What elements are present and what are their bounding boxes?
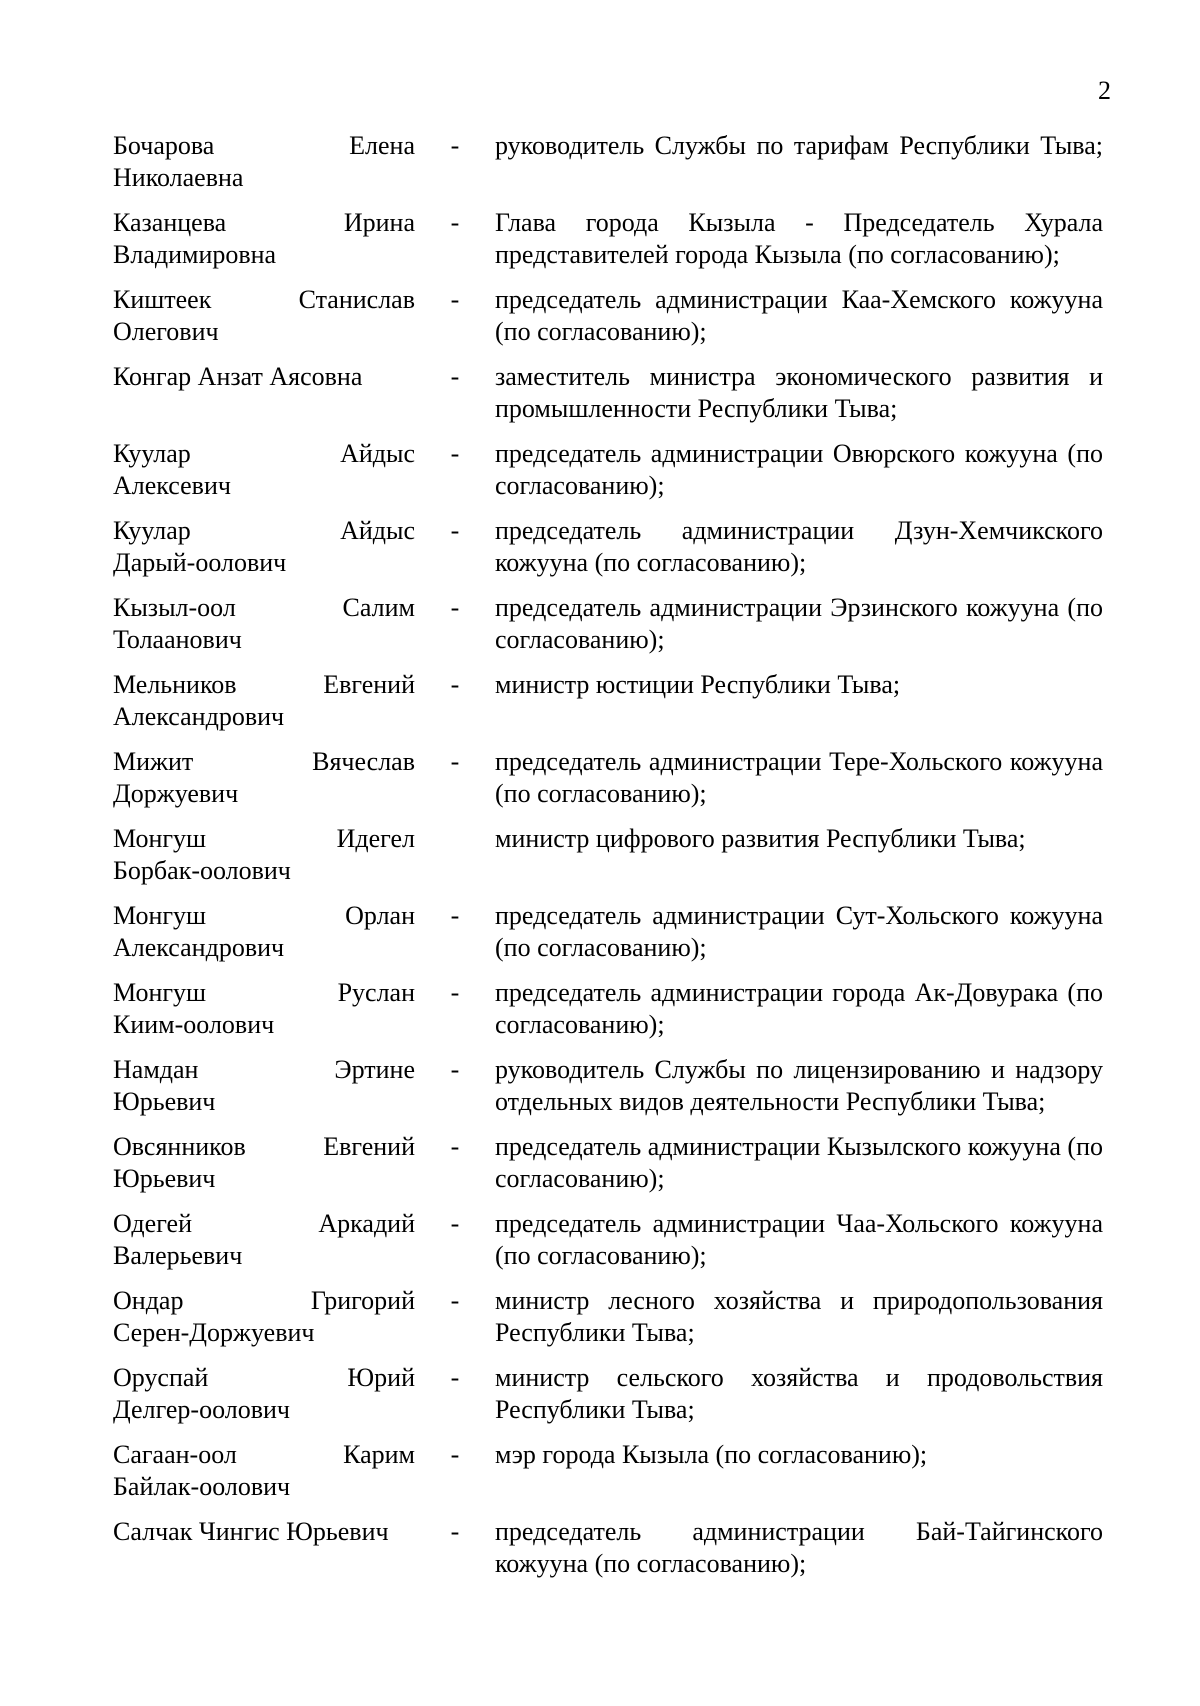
separator-dash: - [450, 131, 460, 160]
member-name-line2: Юрьевич [113, 1086, 216, 1116]
member-name [113, 361, 415, 393]
member-role: председатель администрации Чаа-Хольского кожууна (по согласованию); [495, 1209, 1103, 1270]
member-role: Глава города Кызыла - Председатель Хурала представителей города Кызыла (по согласованию); [495, 208, 1103, 269]
member-role: министр цифрового развития Республики Тыва; [495, 824, 1026, 853]
member-name-line1: Мижит Вячеслав [113, 747, 415, 776]
member-role: председатель администрации Бай-Тайгинского кожууна (по согласованию); [495, 1517, 1103, 1578]
list-item [113, 823, 1113, 886]
member-role: председатель администрации Дзун-Хемчикского кожууна (по согласованию); [495, 516, 1103, 577]
member-role: председатель администрации Каа-Хемского кожууна (по согласованию); [495, 285, 1103, 346]
member-name-line2: Александрович [113, 701, 285, 731]
list-item [113, 1362, 1113, 1425]
member-name [113, 669, 415, 732]
member-name-line2: Байлак-оолович [113, 1471, 291, 1501]
list-item [113, 1131, 1113, 1194]
list-item [113, 1516, 1113, 1579]
separator-dash: - [450, 1517, 460, 1546]
member-name [113, 1285, 415, 1348]
member-role: министр лесного хозяйства и природопользования Республики Тыва; [495, 1286, 1103, 1347]
member-name-line1: Кызыл-оол Салим [113, 593, 415, 622]
member-list [113, 130, 1113, 1579]
member-name-line1: Намдан Эртине [113, 1055, 415, 1084]
separator-dash: - [450, 439, 460, 468]
separator-dash: - [450, 747, 460, 776]
list-item [113, 515, 1113, 578]
member-role: руководитель Службы по тарифам Республики Тыва; [495, 131, 1103, 160]
page-number: 2 [1098, 76, 1111, 105]
list-item [113, 438, 1113, 501]
member-role: мэр города Кызыла (по согласованию); [495, 1440, 928, 1469]
separator-dash: - [450, 1132, 460, 1161]
member-name [113, 515, 415, 578]
list-item [113, 284, 1113, 347]
member-name-line2: Киим-оолович [113, 1009, 275, 1039]
list-item [113, 130, 1113, 193]
member-role: министр юстиции Республики Тыва; [495, 670, 901, 699]
member-name-line2: Доржуевич [113, 778, 239, 808]
member-name [113, 1054, 415, 1117]
member-name [113, 1131, 415, 1194]
member-name-line2: Алексевич [113, 470, 231, 500]
member-name-line2: Серен-Доржуевич [113, 1317, 315, 1347]
member-name-line1: Куулар Айдыс [113, 439, 415, 468]
member-name-line1: Киштеек Станислав [113, 285, 415, 314]
list-item [113, 746, 1113, 809]
member-role: председатель администрации Овюрского кожууна (по согласованию); [495, 439, 1103, 500]
member-role: председатель администрации города Ак-Довурака (по согласованию); [495, 978, 1103, 1039]
member-name [113, 592, 415, 655]
member-name-line2: Делгер-оолович [113, 1394, 290, 1424]
separator-dash: - [450, 901, 460, 930]
list-item [113, 207, 1113, 270]
member-name [113, 1439, 415, 1502]
separator-dash: - [450, 1055, 460, 1084]
member-name-line1: Одегей Аркадий [113, 1209, 415, 1238]
member-name [113, 1362, 415, 1425]
member-role: министр сельского хозяйства и продовольствия Республики Тыва; [495, 1363, 1103, 1424]
member-name [113, 284, 415, 347]
member-name-line2: Дарый-оолович [113, 547, 287, 577]
separator-dash: - [450, 1440, 460, 1469]
separator-dash: - [450, 208, 460, 237]
member-name-line2: Толаанович [113, 624, 242, 654]
list-item [113, 1285, 1113, 1348]
list-item [113, 361, 1113, 424]
member-role: руководитель Службы по лицензированию и надзору отдельных видов деятельности Республики Тыва; [495, 1055, 1103, 1116]
member-name-line1: Мельников Евгений [113, 670, 415, 699]
list-item [113, 977, 1113, 1040]
separator-dash: - [450, 516, 460, 545]
list-item [113, 900, 1113, 963]
member-name-line2: Борбак-оолович [113, 855, 291, 885]
member-name-line1: Ондар Григорий [113, 1286, 415, 1315]
member-role: председатель администрации Сут-Хольского кожууна (по согласованию); [495, 901, 1103, 962]
member-name-line2: Олегович [113, 316, 219, 346]
member-name-line1: Сагаан-оол Карим [113, 1440, 415, 1469]
list-item [113, 592, 1113, 655]
member-name-line1: Куулар Айдыс [113, 516, 415, 545]
separator-dash: - [450, 593, 460, 622]
member-name-line2: Александрович [113, 932, 285, 962]
separator-dash: - [450, 285, 460, 314]
member-name [113, 207, 415, 270]
separator-dash: - [450, 670, 460, 699]
list-item [113, 669, 1113, 732]
member-role: председатель администрации Тере-Хольского кожууна (по согласованию); [495, 747, 1103, 808]
separator-dash: - [450, 1286, 460, 1315]
member-name-line1: Казанцева Ирина [113, 208, 415, 237]
member-name-line1: Овсянников Евгений [113, 1132, 415, 1161]
list-item [113, 1054, 1113, 1117]
member-name-line1: Монгуш Орлан [113, 901, 415, 930]
member-name [113, 900, 415, 963]
list-item [113, 1439, 1113, 1502]
member-name-line1: Конгар Анзат Аясовна [113, 362, 363, 391]
member-name [113, 438, 415, 501]
member-name-line2: Валерьевич [113, 1240, 243, 1270]
separator-dash: - [450, 1209, 460, 1238]
member-name-line1: Бочарова Елена [113, 131, 415, 160]
separator-dash: - [450, 978, 460, 1007]
member-name-line2: Владимировна [113, 239, 277, 269]
member-name-line1: Салчак Чингис Юрьевич [113, 1517, 389, 1546]
member-role: заместитель министра экономического развития и промышленности Республики Тыва; [495, 362, 1103, 423]
member-role: председатель администрации Эрзинского кожууна (по согласованию); [495, 593, 1103, 654]
member-name-line1: Монгуш Идегел [113, 824, 415, 853]
member-name [113, 1516, 415, 1548]
member-name [113, 823, 415, 886]
list-item [113, 1208, 1113, 1271]
member-name-line2: Николаевна [113, 162, 244, 192]
member-name-line2: Юрьевич [113, 1163, 216, 1193]
member-name [113, 746, 415, 809]
member-name [113, 977, 415, 1040]
member-name-line1: Монгуш Руслан [113, 978, 415, 1007]
member-name-line1: Оруспай Юрий [113, 1363, 415, 1392]
member-name [113, 130, 415, 193]
separator-dash: - [450, 362, 460, 391]
member-role: председатель администрации Кызылского кожууна (по согласованию); [495, 1132, 1103, 1193]
separator-dash: - [450, 1363, 460, 1392]
member-name [113, 1208, 415, 1271]
